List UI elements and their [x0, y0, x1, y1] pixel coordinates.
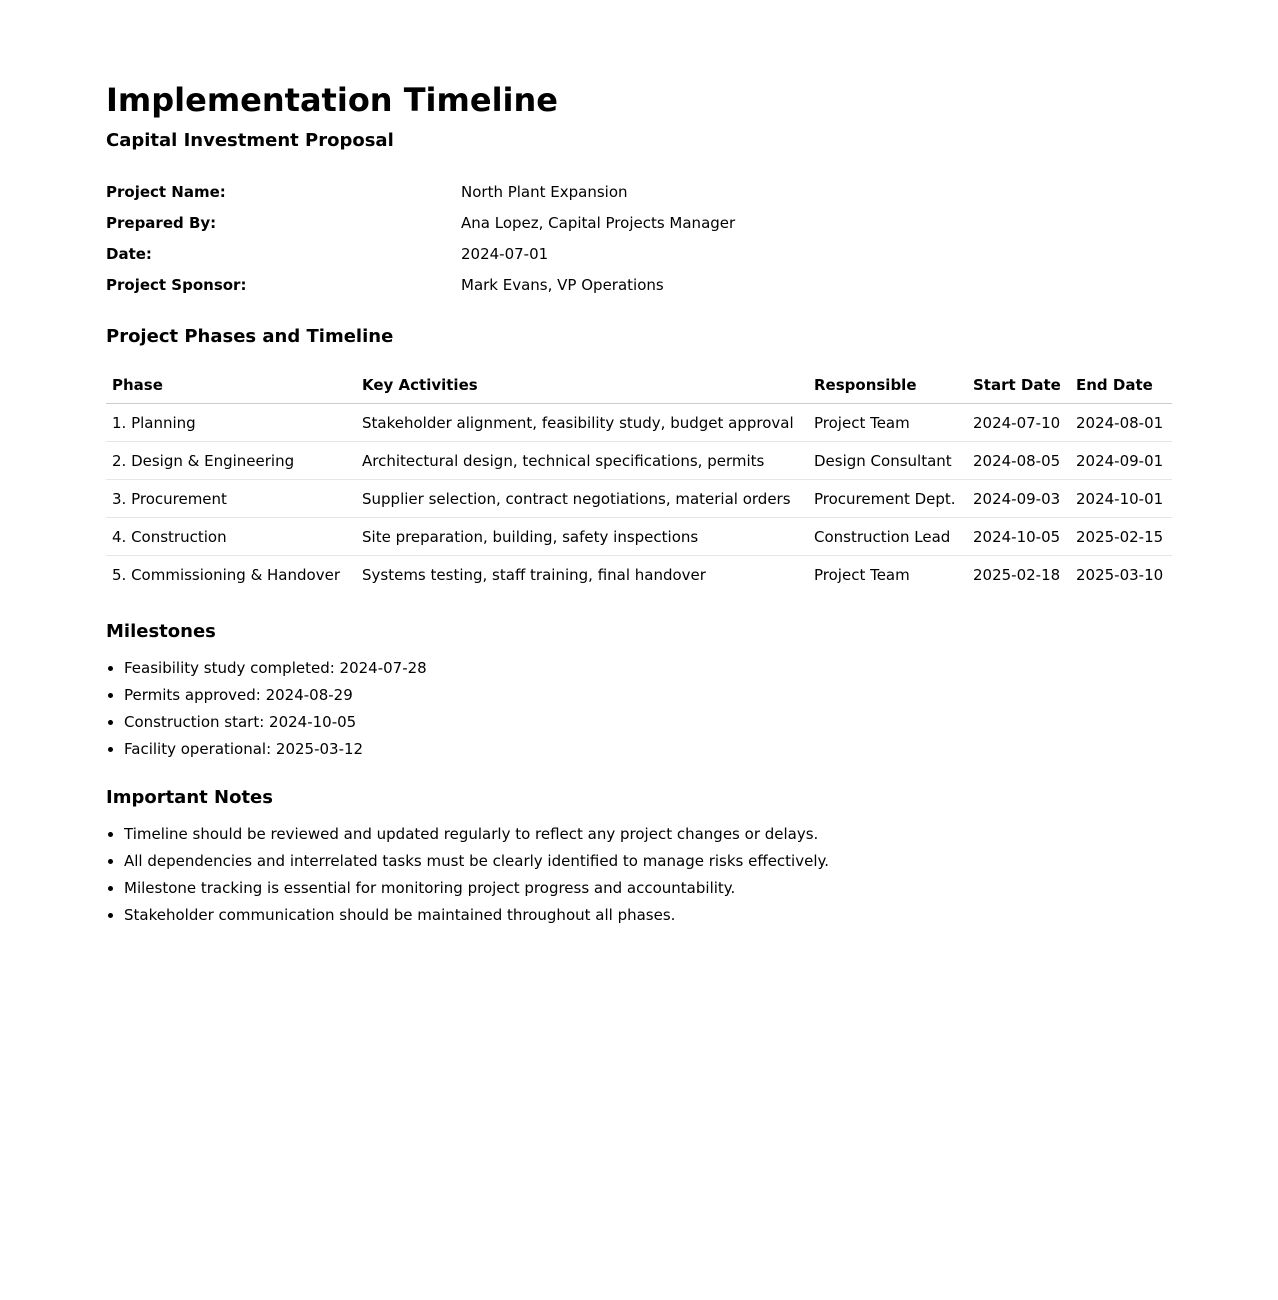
cell-responsible: Procurement Dept.	[808, 480, 967, 518]
notes-list	[106, 821, 1172, 929]
column-header-phase: Phase	[106, 366, 356, 404]
cell-start-date: 2024-07-10	[967, 404, 1070, 442]
info-value: Mark Evans, VP Operations	[461, 275, 664, 294]
list-item: • Milestone tracking is essential for monitoring project progress and accountability.	[124, 875, 1172, 902]
column-header-end-date: End Date	[1070, 366, 1172, 404]
list-item: • Construction start: 2024-10-05	[124, 709, 1172, 736]
info-row-prepared-by	[106, 207, 1172, 238]
cell-phase: 3. Procurement	[106, 480, 356, 518]
column-header-start-date: Start Date	[967, 366, 1070, 404]
list-item: • Timeline should be reviewed and updated regularly to reflect any project changes or delays.	[124, 821, 1172, 848]
info-label: Prepared By:	[106, 213, 217, 232]
list-item: • Facility operational: 2025-03-12	[124, 736, 1172, 763]
cell-end-date: 2024-09-01	[1070, 442, 1172, 480]
table-header-row	[106, 366, 1172, 404]
cell-end-date: 2024-08-01	[1070, 404, 1172, 442]
cell-start-date: 2025-02-18	[973, 565, 1061, 584]
table-row	[106, 518, 1172, 556]
phases-heading: Project Phases and Timeline	[106, 326, 394, 347]
phases-table	[106, 366, 1172, 593]
cell-end-date: 2025-03-10	[1076, 565, 1164, 584]
cell-key-activities: Systems testing, staff training, final handover	[362, 565, 706, 584]
info-row-project-sponsor	[106, 269, 1172, 300]
info-row-date	[106, 238, 1172, 269]
cell-key-activities: Supplier selection, contract negotiations, material orders	[356, 480, 808, 518]
cell-phase: 2. Design & Engineering	[106, 442, 356, 480]
cell-responsible: Project Team	[808, 404, 967, 442]
cell-key-activities: Site preparation, building, safety inspections	[356, 518, 808, 556]
info-label: Project Sponsor:	[106, 275, 247, 294]
table-row	[106, 556, 1172, 594]
cell-key-activities: Stakeholder alignment, feasibility study, budget approval	[356, 404, 808, 442]
list-item: • Feasibility study completed: 2024-07-28	[124, 655, 1172, 682]
info-value: North Plant Expansion	[461, 182, 628, 201]
info-value: 2024-07-01	[461, 244, 549, 263]
column-header-key-activities: Key Activities	[356, 366, 808, 404]
cell-responsible: Design Consultant	[808, 442, 967, 480]
cell-start-date: 2024-09-03	[967, 480, 1070, 518]
info-label: Project Name:	[106, 182, 226, 201]
cell-responsible: Project Team	[814, 565, 910, 584]
page-subtitle: Capital Investment Proposal	[106, 130, 394, 151]
project-info	[106, 176, 1172, 300]
cell-phase: 5. Commissioning & Handover	[112, 565, 340, 584]
info-value: Ana Lopez, Capital Projects Manager	[461, 213, 736, 232]
cell-end-date: 2025-02-15	[1070, 518, 1172, 556]
info-row-project-name	[106, 176, 1172, 207]
cell-phase: 1. Planning	[106, 404, 356, 442]
cell-end-date: 2024-10-01	[1070, 480, 1172, 518]
info-label: Date:	[106, 244, 152, 263]
milestones-heading: Milestones	[106, 621, 216, 642]
milestones-list	[106, 655, 1172, 763]
cell-key-activities: Architectural design, technical specifications, permits	[356, 442, 808, 480]
page-title: Implementation Timeline	[106, 81, 558, 119]
table-row	[106, 404, 1172, 442]
cell-start-date: 2024-08-05	[967, 442, 1070, 480]
cell-start-date: 2024-10-05	[967, 518, 1070, 556]
column-header-responsible: Responsible	[808, 366, 967, 404]
list-item: • All dependencies and interrelated tasks must be clearly identified to manage risks effectively.	[124, 848, 1172, 875]
table-row	[106, 442, 1172, 480]
list-item: • Permits approved: 2024-08-29	[124, 682, 1172, 709]
notes-heading: Important Notes	[106, 787, 273, 808]
list-item: • Stakeholder communication should be maintained throughout all phases.	[124, 902, 1172, 929]
table-row	[106, 480, 1172, 518]
cell-phase: 4. Construction	[106, 518, 356, 556]
cell-responsible: Construction Lead	[808, 518, 967, 556]
